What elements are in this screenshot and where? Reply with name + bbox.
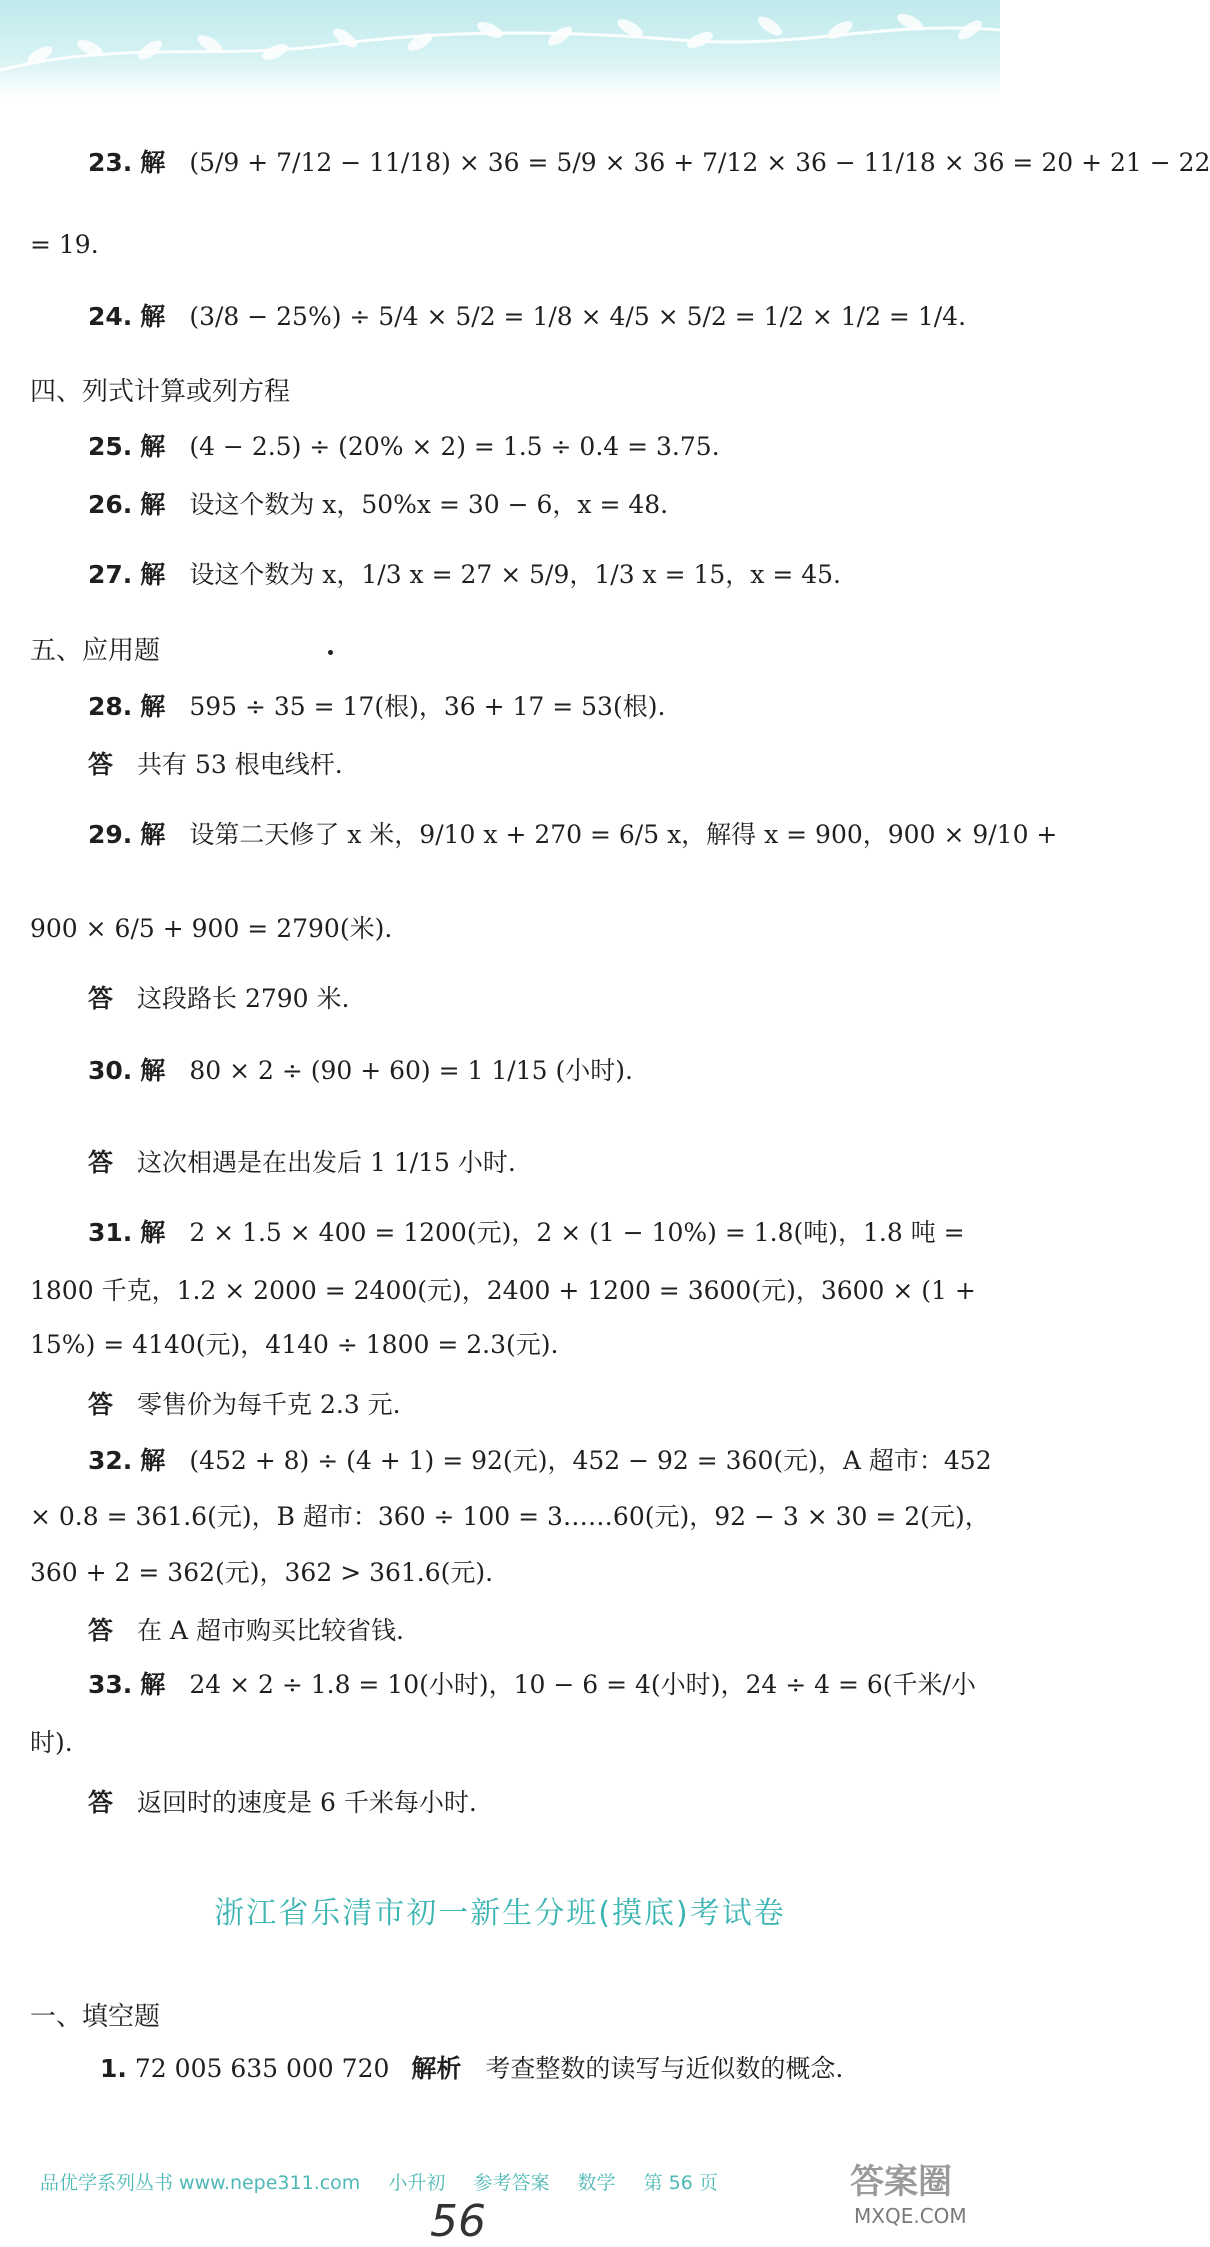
solution-28 (88, 690, 665, 724)
question-number: 30. (88, 1056, 133, 1085)
solution-23 (88, 146, 1210, 180)
answer-keyword: 答 (88, 1616, 114, 1645)
answer-keyword: 答 (88, 984, 114, 1013)
solution-33 (88, 1668, 976, 1702)
answer-29 (88, 982, 349, 1016)
solution-line: × 0.8 = 361.6(元)，B 超市：360 ÷ 100 = 3……60(元)，92 − 3 × 30 = 2(元)， (30, 1502, 990, 1531)
answer-text: 在 A 超市购买比较省钱. (137, 1616, 404, 1645)
solution-line: = 19. (30, 230, 99, 259)
solution-text: (3/8 − 25%) ÷ 5/4 × 5/2 = 1/8 × 4/5 × 5/2 = 1/2 × 1/2 = 1/4. (189, 302, 967, 331)
answer-33 (88, 1786, 477, 1820)
answer-text: 这段路长 2790 米. (137, 984, 350, 1013)
solution-31 (88, 1216, 965, 1250)
solution-keyword: 解 (140, 1446, 166, 1475)
question-number: 1. (100, 2054, 127, 2083)
solution-text: (4 − 2.5) ÷ (20% × 2) = 1.5 ÷ 0.4 = 3.75. (189, 432, 720, 461)
solution-keyword: 解 (140, 1056, 166, 1085)
solution-24 (88, 300, 966, 334)
section-heading: 一、填空题 (30, 2002, 161, 2032)
solution-line: 900 × 6/5 + 900 = 2790(米). (30, 914, 393, 943)
solution-keyword: 解 (140, 302, 166, 331)
solution-text: (5/9 + 7/12 − 11/18) × 36 = 5/9 × 36 + 7/12 × 36 − 11/18 × 36 = 20 + 21 − 22 (189, 148, 1210, 177)
solution-keyword: 解 (140, 490, 166, 519)
solution-text: 595 ÷ 35 = 17(根)，36 + 17 = 53(根). (189, 692, 666, 721)
handwritten-page-number: 56 (430, 2196, 486, 2247)
watermark-url: MXQE.COM (854, 2204, 967, 2228)
answer-text: 零售价为每千克 2.3 元. (137, 1390, 401, 1419)
question-number: 33. (88, 1670, 133, 1699)
exam-title: 浙江省乐清市初一新生分班(摸底)考试卷 (214, 1896, 786, 1931)
answer-text: 共有 53 根电线杆. (137, 750, 343, 779)
solution-27 (88, 558, 841, 592)
solution-keyword: 解 (140, 432, 166, 461)
solution-keyword: 解 (140, 820, 166, 849)
question-number: 31. (88, 1218, 133, 1247)
solution-text: 设第二天修了 x 米，9/10 x + 270 = 6/5 x，解得 x = 900，900 × 9/10 + (189, 820, 1058, 849)
footer-ref: 参考答案 (473, 2172, 550, 2194)
solution-29 (88, 818, 1057, 852)
solution-32 (88, 1444, 992, 1478)
question-number: 32. (88, 1446, 133, 1475)
leaf-vine-decoration-icon (0, 0, 1000, 100)
solution-text: 80 × 2 ÷ (90 + 60) = 1 1/15 (小时). (189, 1056, 633, 1085)
solution-keyword: 解 (140, 560, 166, 589)
answer-32 (88, 1614, 404, 1648)
section-heading: 五、应用题 (30, 636, 161, 666)
question-number: 29. (88, 820, 133, 849)
solution-keyword: 解 (140, 692, 166, 721)
section-heading: 四、列式计算或列方程 (30, 377, 291, 407)
solution-line: 15%) = 4140(元)，4140 ÷ 1800 = 2.3(元). (30, 1330, 559, 1359)
analysis-text: 考查整数的读写与近似数的概念. (485, 2054, 844, 2083)
solution-26 (88, 488, 668, 522)
footer-series: 品优学系列丛书 www.nepe311.com (40, 2172, 361, 2194)
question-number: 24. (88, 302, 133, 331)
question-number: 25. (88, 432, 133, 461)
answer-text: 这次相遇是在出发后 1 1/15 小时. (137, 1148, 516, 1177)
footer-subject: 数学 (577, 2172, 616, 2194)
solution-25 (88, 430, 720, 464)
analysis-keyword: 解析 (411, 2054, 462, 2083)
solution-keyword: 解 (140, 148, 166, 177)
solution-text: 2 × 1.5 × 400 = 1200(元)，2 × (1 − 10%) = 1.8(吨)，1.8 吨 = (189, 1218, 965, 1247)
answer-text: 返回时的速度是 6 千米每小时. (137, 1788, 477, 1817)
question-number: 28. (88, 692, 133, 721)
fill-answer: 72 005 635 000 720 (134, 2054, 390, 2083)
answer-keyword: 答 (88, 1788, 114, 1817)
solution-30 (88, 1054, 633, 1088)
answer-keyword: 答 (88, 750, 114, 779)
answer-28 (88, 748, 343, 782)
header-banner (0, 0, 1000, 100)
answer-keyword: 答 (88, 1390, 114, 1419)
solution-line: 1800 千克，1.2 × 2000 = 2400(元)，2400 + 1200 = 3600(元)，3600 × (1 + (30, 1276, 976, 1305)
solution-text: (452 + 8) ÷ (4 + 1) = 92(元)，452 − 92 = 360(元)，A 超市：452 (189, 1446, 992, 1475)
solution-text: 24 × 2 ÷ 1.8 = 10(小时)，10 − 6 = 4(小时)，24 ÷ 4 = 6(千米/小 (189, 1670, 976, 1699)
solution-keyword: 解 (140, 1670, 166, 1699)
question-number: 23. (88, 148, 133, 177)
solution-keyword: 解 (140, 1218, 166, 1247)
answer-keyword: 答 (88, 1148, 114, 1177)
solution-line: 360 + 2 = 362(元)，362 > 361.6(元). (30, 1558, 494, 1587)
fill-question-1 (100, 2052, 843, 2086)
solution-line: 时). (30, 1728, 73, 1757)
watermark-logo (850, 2148, 1000, 2238)
solution-text: 设这个数为 x，1/3 x = 27 × 5/9，1/3 x = 15，x = 45. (189, 560, 841, 589)
watermark-main: 答案圈 (850, 2162, 952, 2202)
answer-31 (88, 1388, 401, 1422)
solution-text: 设这个数为 x，50%x = 30 − 6，x = 48. (189, 490, 669, 519)
footer-page: 第 56 页 (643, 2172, 718, 2194)
question-number: 26. (88, 490, 133, 519)
stray-dot (328, 650, 333, 655)
footer-grade: 小升初 (388, 2172, 446, 2194)
question-number: 27. (88, 560, 133, 589)
answer-30 (88, 1146, 516, 1180)
